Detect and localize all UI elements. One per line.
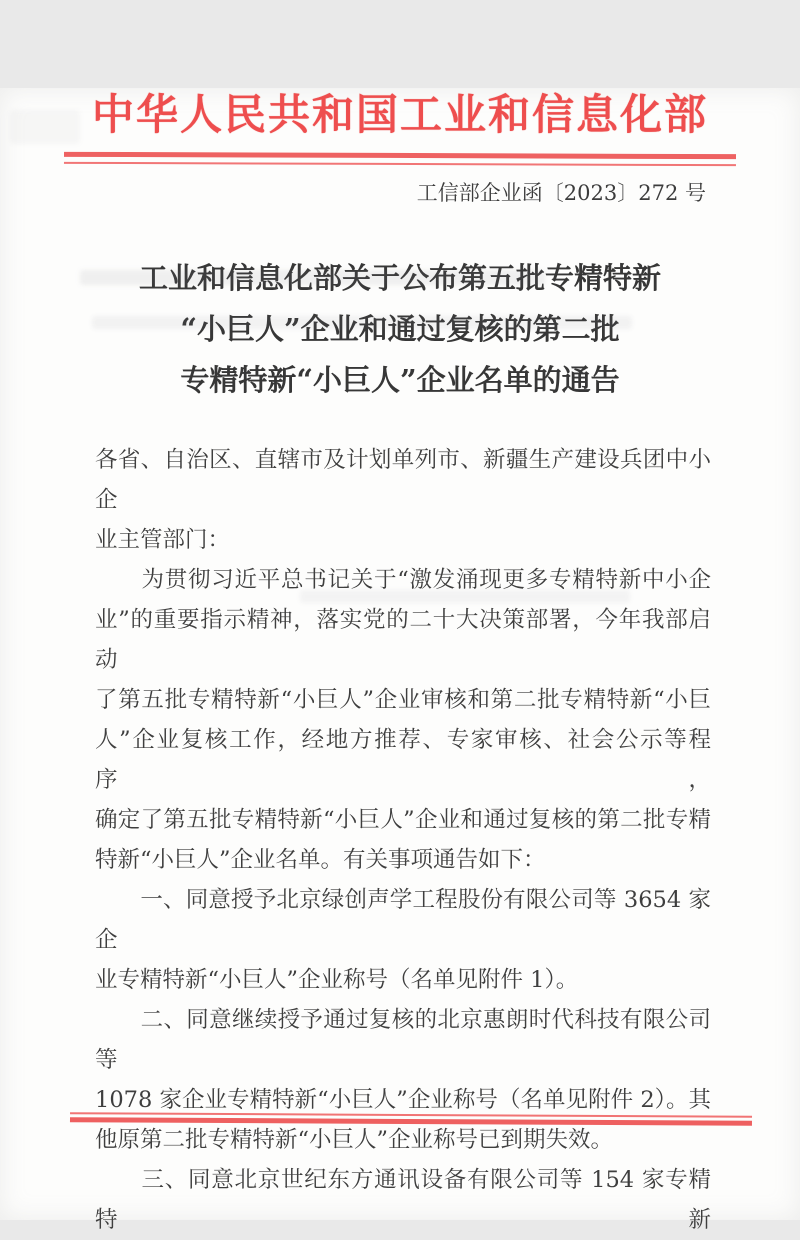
body-line: 业”的重要指示精神，落实党的二十大决策部署，今年我部启动 bbox=[95, 607, 711, 673]
body-line: 业专精特新“小巨人”企业称号（名单见附件 1）。 bbox=[95, 967, 579, 993]
header-separator-thin-rule bbox=[64, 162, 736, 166]
notice-title-line-2: “小巨人”企业和通过复核的第二批 bbox=[180, 312, 620, 346]
header-separator-thick-rule bbox=[64, 152, 736, 159]
ministry-letterhead-title: 中华人民共和国工业和信息化部 bbox=[91, 90, 708, 139]
ink-bleed-smudge bbox=[92, 316, 632, 329]
notice-title-line-1: 工业和信息化部关于公布第五批专精特新 bbox=[138, 261, 661, 295]
header-separator bbox=[64, 152, 736, 166]
body-line: 了第五批专精特新“小巨人”企业审核和第二批专精特新“小巨 bbox=[95, 687, 711, 713]
ink-bleed-smudge bbox=[300, 590, 630, 603]
body-line: 各省、自治区、直辖市及计划单列市、新疆生产建设兵团中小企 bbox=[95, 447, 711, 513]
body-line: 二、同意继续授予通过复核的北京惠朗时代科技有限公司等 bbox=[95, 1007, 711, 1073]
ink-bleed-smudge bbox=[80, 270, 545, 285]
body-line: 业主管部门： bbox=[95, 527, 231, 553]
document-reference-number: 工信部企业函〔2023〕272 号 bbox=[416, 181, 706, 205]
body-line: 一、同意授予北京绿创声学工程股份有限公司等 3654 家企 bbox=[95, 887, 711, 953]
body-line: 1078 家企业专精特新“小巨人”企业称号（名单见附件 2）。其 bbox=[95, 1087, 711, 1113]
body-line: 他原第二批专精特新“小巨人”企业称号已到期失效。 bbox=[95, 1127, 614, 1153]
notice-title-line-3: 专精特新“小巨人”企业名单的通告 bbox=[180, 363, 620, 397]
scan-corner-shadow bbox=[10, 110, 80, 144]
body-line: 人”企业复核工作，经地方推荐、专家审核、社会公示等程序， bbox=[95, 727, 711, 793]
body-line: 为贯彻习近平总书记关于“激发涌现更多专精特新中小企 bbox=[95, 567, 711, 593]
scanned-document-page bbox=[0, 88, 800, 1233]
body-line: 特新“小巨人”企业名单。有关事项通告如下： bbox=[95, 847, 546, 873]
body-line: 三、同意北京世纪东方通讯设备有限公司等 154 家专精特新 bbox=[95, 1167, 711, 1233]
body-line: 确定了第五批专精特新“小巨人”企业和通过复核的第二批专精 bbox=[95, 807, 711, 833]
